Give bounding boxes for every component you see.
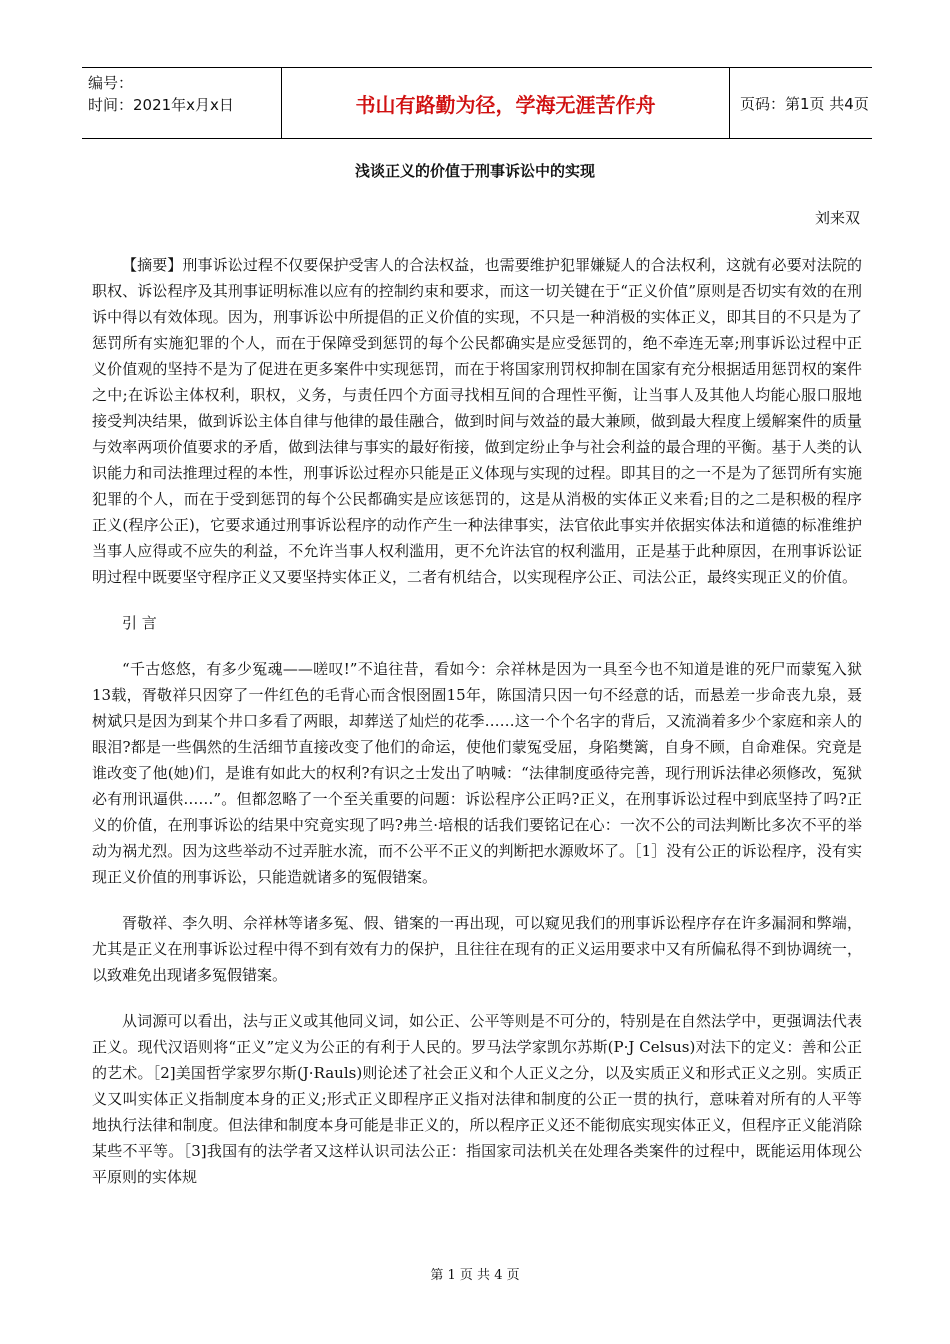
header-page-info: 页码：第1页 共4页 xyxy=(740,94,869,113)
abstract-paragraph: 【摘要】刑事诉讼过程不仅要保护受害人的合法权益，也需要维护犯罪嫌疑人的合法权利，这就有必要对法院的职权、诉讼程序及其刑事证明标准以应有的控制约束和要求，而这一切关键在于“正义价值”原则是否切实有效的在刑诉中得以有效体现。因为，刑事诉讼中所提倡的正义价值的实现，不只是一种消极的实体正义，即其目的不只是为了惩罚所有实施犯罪的个人，而在于保障受到惩罚的每个公民都确实是应受惩罚的，绝不牵连无辜;刑事诉讼过程中正义价值观的坚持不是为了促进在更多案件中实现惩罚，而在于将国家刑罚权抑制在国家有充分根据适用惩罚权的案件之中;在诉讼主体权利，职权，义务，与责任四个方面寻找相互间的合理性平衡，让当事人及其他人均能心服口服地接受判决结果，做到诉讼主体自律与他律的最佳融合，做到时间与效益的最大兼顾，做到最大程度上缓解案件的质量与效率两项价值要求的矛盾，做到法律与事实的最好衔接，做到定纷止争与社会利益的最合理的平衡。基于人类的认识能力和司法推理过程的本性，刑事诉讼过程亦只能是正义体现与实现的过程。即其目的之一不是为了惩罚所有实施犯罪的个人，而在于受到惩罚的每个公民都确实是应该惩罚的，这是从消极的实体正义来看;目的之二是积极的程序正义(程序公正)，它要求通过刑事诉讼程序的动作产生一种法律事实，法官依此事实并依据实体法和道德的标准维护当事人应得或不应失的利益，不允许当事人权利滥用，更不允许法官的权利滥用，正是基于此种原因，在刑事诉讼证明过程中既要坚守程序正义又要坚持实体正义，二者有机结合，以实现程序公正、司法公正，最终实现正义的价值。 xyxy=(92,256,862,586)
header-meta xyxy=(82,68,282,138)
body-paragraph: “千古悠悠，有多少冤魂——嗟叹!”不追往昔，看如今：佘祥林是因为一具至今也不知道是谁的死尸而蒙冤入狱13载，胥敬祥只因穿了一件红色的毛背心而含恨囹圄15年，陈国清只因一句不经意的话，而悬差一步命丧九泉，聂树斌只是因为到某个井口多看了两眼，却葬送了灿烂的花季……这一个个名字的背后，又流淌着多少个家庭和亲人的眼泪?都是一些偶然的生活细节直接改变了他们的命运，使他们蒙冤受屈，身陷樊篱，自身不顾，自命难保。究竟是谁改变了他(她)们，是谁有如此大的权利?有识之士发出了呐喊：“法律制度亟待完善，现行刑诉法律必须修改，冤狱必有刑讯逼供……”。但都忽略了一个至关重要的问题：诉讼程序公正吗?正义，在刑事诉讼过程中到底坚持了吗?正义的价值，在刑事诉讼的结果中究竟实现了吗?弗兰·培根的话我们要铭记在心：一次不公的司法判断比多次不平的举动为祸尤烈。因为这些举动不过弄脏水流，而不公平不正义的判断把水源败坏了。［1］没有公正的诉讼程序，没有实现正义价值的刑事诉讼，只能造就诸多的冤假错案。 xyxy=(92,660,862,886)
number-label: 编号： xyxy=(88,74,134,92)
section-heading-introduction: 引 言 xyxy=(122,614,157,632)
document-title: 浅谈正义的价值于刑事诉讼中的实现 xyxy=(354,162,595,180)
page-header xyxy=(82,67,872,139)
body-paragraph: 胥敬祥、李久明、佘祥林等诸多冤、假、错案的一再出现，可以窥见我们的刑事诉讼程序存在许多漏洞和弊端，尤其是正义在刑事诉讼过程中得不到有效有力的保护，且往往在现有的正义运用要求中又有所偏私得不到协调统一，以致难免出现诸多冤假错案。 xyxy=(92,914,862,984)
time-label: 时间：2021年x月x日 xyxy=(88,96,234,114)
document-body xyxy=(92,252,862,1210)
header-motto: 书山有路勤为径，学海无涯苦作舟 xyxy=(282,68,730,138)
body-paragraph: 从词源可以看出，法与正义或其他同义词，如公正、公平等则是不可分的，特别是在自然法学中，更强调法代表正义。现代汉语则将“正义”定义为公正的有利于人民的。罗马法学家凯尔苏斯(P·J Celsus)对法下的定义：善和公正的艺术。［2]美国哲学家罗尔斯(J·Rauls)则论述了社会正义和个人正义之分，以及实质正义和形式正义之别。实质正义又叫实体正义指制度本身的正义;形式正义即程序正义指对法律和制度的公正一贯的执行，意味着对所有的人平等地执行法律和制度。但法律和制度本身可能是非正义的，所以程序正义还不能彻底实现实体正义，但程序正义能消除某些不平等。［3]我国有的法学者又这样认识司法公正：指国家司法机关在处理各类案件的过程中，既能运用体现公平原则的实体规 xyxy=(92,1012,862,1186)
author-name: 刘来双 xyxy=(814,209,860,227)
page-footer: 第 1 页 共 4 页 xyxy=(430,1268,520,1283)
